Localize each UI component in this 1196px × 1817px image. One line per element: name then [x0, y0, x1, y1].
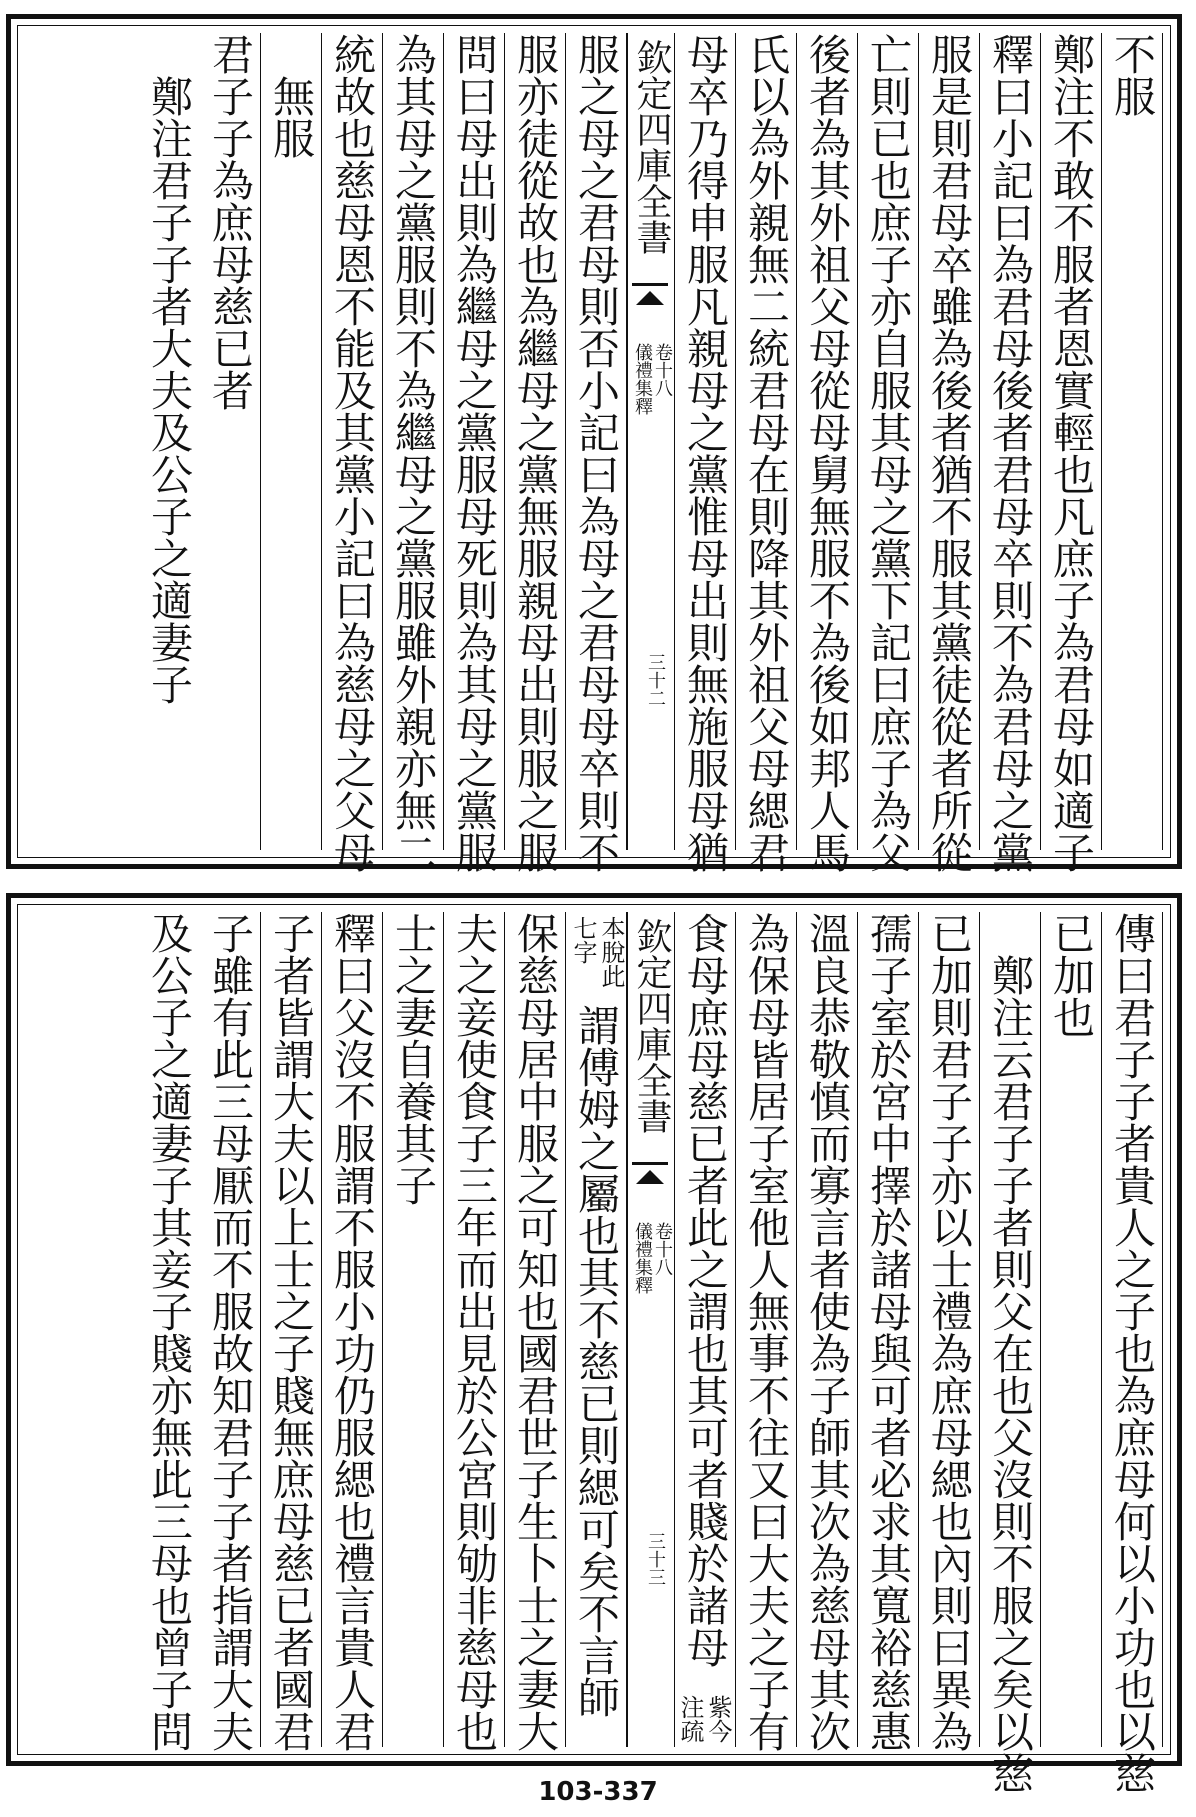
note-char: 注	[676, 1695, 704, 1719]
note-char: 今	[704, 1719, 732, 1743]
top-page	[6, 14, 1182, 873]
top-col-l5	[261, 33, 322, 850]
text-column: 亡則已也庶子亦自服其母之黨下記曰庶子為父	[864, 33, 913, 873]
text-column: 及公子之適妻子其妾子賤亦無此三母也曾子問	[145, 912, 194, 1752]
top-col-r5	[797, 33, 858, 873]
note-char: 疏	[676, 1719, 704, 1743]
text-column: 釋曰父沒不服謂不服小功仍服緦也禮言貴人君	[328, 912, 377, 1752]
text-column: 後者為其外祖父母從母舅無服不為後如邦人馬	[803, 33, 852, 873]
bottom-col-l0	[566, 912, 627, 1747]
volume-label: 卷十八	[652, 1222, 673, 1276]
text-column: 統故也慈母恩不能及其黨小記曰為慈母之父母	[328, 33, 377, 873]
bottom-col-l6	[200, 912, 261, 1752]
bottom-col-r6	[736, 912, 797, 1752]
bottom-col-r7	[675, 912, 736, 1747]
text-column: 氏以為外親無二統君母在則降其外祖父母緦君	[742, 33, 791, 873]
text-column: 君子子為庶母慈已者	[206, 33, 255, 411]
note-line	[570, 916, 596, 988]
page-number: 三十三	[645, 1532, 666, 1586]
note-line	[677, 1695, 703, 1743]
bottom-col-r0	[1102, 912, 1163, 1794]
top-col-l6	[200, 33, 261, 850]
page-footer-number: 103-337	[538, 1777, 658, 1807]
interlinear-note	[570, 916, 624, 988]
page-number: 三十二	[645, 653, 666, 707]
top-col-l4	[322, 33, 383, 873]
note-char: 七	[569, 916, 597, 940]
text-column: 食母庶母慈已者此之謂也其可者賤於諸母	[681, 912, 730, 1668]
top-col-r3	[919, 33, 980, 873]
bottom-center-strip	[627, 912, 675, 1747]
top-col-r2	[980, 33, 1041, 873]
bottom-col-l3	[383, 912, 444, 1747]
text-column: 孺子室於宮中擇於諸母與可者必求其寬裕慈惠	[864, 912, 913, 1752]
text-column: 問曰母出則為繼母之黨服母死則為其母之黨服	[450, 33, 499, 873]
text-column: 為保母皆居子室他人無事不往又曰大夫之子有	[742, 912, 791, 1752]
book-title: 儀禮集釋	[632, 343, 653, 415]
top-col-l3	[383, 33, 444, 873]
top-col-r1	[1041, 33, 1102, 873]
note-char: 本	[597, 916, 625, 940]
collection-title: 欽定四庫全書	[631, 39, 672, 255]
top-col-r0	[1102, 33, 1163, 850]
text-column: 子雖有此三母厭而不服故知君子子者指謂大夫	[206, 912, 255, 1752]
top-col-r4	[858, 33, 919, 873]
text-column: 已加也	[1047, 912, 1096, 1038]
text-column: 釋曰小記曰為君母後者君母卒則不為君母之黨	[986, 33, 1035, 873]
text-column: 母卒乃得申服凡親母之黨惟母出則無施服母猶	[681, 33, 730, 873]
text-column: 士之妻自養其子	[389, 912, 438, 1206]
top-col-l1	[505, 33, 566, 873]
bottom-col-l5	[261, 912, 322, 1752]
text-column: 夫之妾使食子三年而出見於公宮則劬非慈母也	[450, 912, 499, 1752]
text-column: 服亦徒從故也為繼母之黨無服親母出則服之服	[511, 33, 560, 873]
text-column: 為其母之黨服則不為繼母之黨服雖外親亦無二	[389, 33, 438, 873]
text-column: 無服	[267, 75, 316, 159]
book-title: 儀禮集釋	[632, 1222, 653, 1294]
bottom-col-l7	[139, 912, 200, 1752]
volume-label: 卷十八	[652, 343, 673, 397]
text-column: 鄭注君子子者大夫及公子之適妻子	[145, 75, 194, 705]
note-char: 此	[597, 964, 625, 988]
text-column: 溫良恭敬慎而寡言者使為子師其次為慈母其次	[803, 912, 852, 1752]
text-column: 服是則君母卒雖為後者猶不服其黨徒從者所從	[925, 33, 974, 873]
bottom-col-r4	[858, 912, 919, 1752]
note-char: 脫	[597, 940, 625, 964]
bottom-col-l2	[444, 912, 505, 1752]
note-char: 字	[569, 940, 597, 964]
note-char: 紫	[704, 1695, 732, 1719]
text-column: 子者皆謂大夫以上士之子賤無庶母慈已者國君	[267, 912, 316, 1752]
text-column: 傳曰君子子者貴人之子也為庶母何以小功也以慈	[1108, 912, 1157, 1794]
top-col-l0	[566, 33, 627, 873]
text-column: 鄭注云君子子者則父在也父沒則不服之矣以慈	[986, 954, 1035, 1794]
text-column: 已加則君子子亦以士禮為庶母緦也內則曰異為	[925, 912, 974, 1752]
text-column: 謂傅姆之屬也其不慈已則緦可矣不言師	[572, 1004, 621, 1718]
bottom-col-l1	[505, 912, 566, 1752]
note-line	[705, 1695, 731, 1743]
top-col-r7	[675, 33, 736, 873]
text-column: 服之母之君母則否小記曰為母之君母母卒則不	[572, 33, 621, 873]
top-col-l2	[444, 33, 505, 873]
top-col-r6	[736, 33, 797, 873]
bottom-col-r3	[919, 912, 980, 1752]
top-center-strip	[627, 33, 675, 850]
bottom-col-l4	[322, 912, 383, 1752]
bottom-col-r2	[980, 912, 1041, 1794]
collection-title: 欽定四庫全書	[631, 918, 672, 1134]
bottom-col-r5	[797, 912, 858, 1752]
text-column: 不服	[1108, 33, 1157, 117]
interlinear-note	[677, 1695, 731, 1743]
top-columns	[25, 33, 1163, 873]
note-line	[598, 916, 624, 988]
text-column: 保慈母居中服之可知也國君世子生卜士之妻大	[511, 912, 560, 1752]
bottom-col-r1	[1041, 912, 1102, 1747]
top-col-l7	[139, 33, 200, 850]
text-column: 鄭注不敢不服者恩實輕也凡庶子為君母如適子	[1047, 33, 1096, 873]
